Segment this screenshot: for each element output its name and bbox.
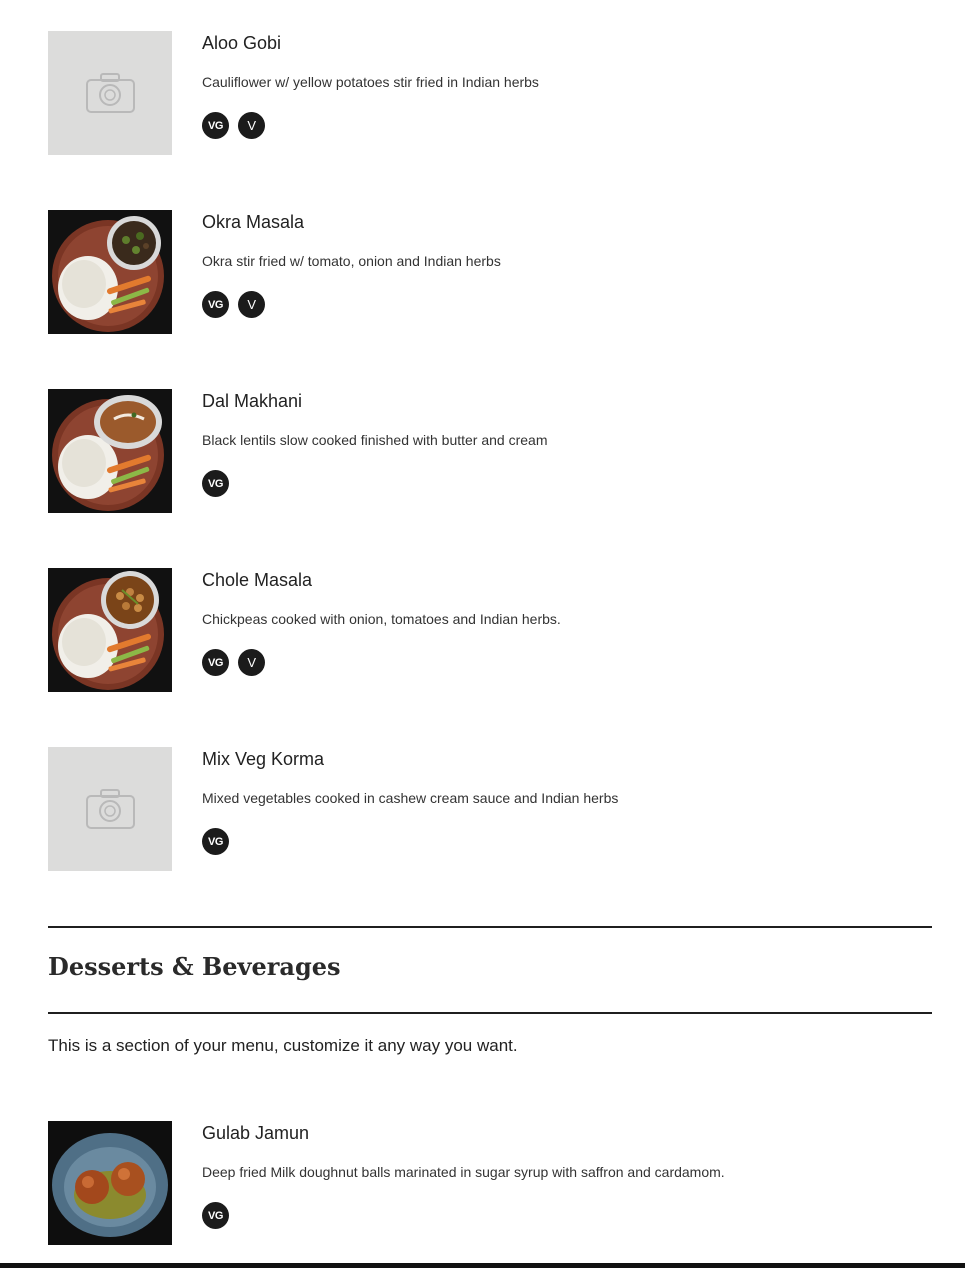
vegan-badge: VG <box>202 1202 229 1229</box>
okra-plate-photo <box>48 210 172 334</box>
badge-group <box>202 1202 229 1229</box>
item-name: Chole Masala <box>202 570 313 590</box>
dal-plate-photo <box>48 389 172 513</box>
item-name: Mix Veg Korma <box>202 749 325 769</box>
placeholder-camera-icon <box>48 31 172 155</box>
section-description: This is a section of your menu, customize it any way you want. <box>48 1036 518 1055</box>
section-divider-top <box>48 926 932 928</box>
menu-item-chole-masala[interactable] <box>48 568 932 692</box>
vegan-badge: VG <box>202 470 229 497</box>
vegan-badge: VG <box>202 112 229 139</box>
badge-group <box>202 470 229 497</box>
badge-group <box>202 291 265 318</box>
item-description: Mixed vegetables cooked in cashew cream sauce and Indian herbs <box>202 790 619 806</box>
item-name: Gulab Jamun <box>202 1123 310 1143</box>
gulab-jamun-photo <box>48 1121 172 1245</box>
item-name: Dal Makhani <box>202 391 303 411</box>
vegan-badge: VG <box>202 291 229 318</box>
item-description: Cauliflower w/ yellow potatoes stir fried in Indian herbs <box>202 74 539 90</box>
badge-group <box>202 828 229 855</box>
item-description: Deep fried Milk doughnut balls marinated in sugar syrup with saffron and cardamom. <box>202 1164 725 1180</box>
chole-plate-photo <box>48 568 172 692</box>
section-divider-bottom <box>48 1012 932 1014</box>
menu-item-okra-masala[interactable] <box>48 210 932 334</box>
item-description: Okra stir fried w/ tomato, onion and Indian herbs <box>202 253 501 269</box>
menu-item-gulab-jamun[interactable] <box>48 1121 932 1245</box>
bottom-edge-bar <box>0 1263 965 1268</box>
item-name: Okra Masala <box>202 212 305 232</box>
vegan-badge: VG <box>202 828 229 855</box>
menu-item-aloo-gobi[interactable] <box>48 31 932 155</box>
item-description: Black lentils slow cooked finished with butter and cream <box>202 432 548 448</box>
menu-item-mix-veg-korma[interactable] <box>48 747 932 871</box>
vegetarian-badge: V <box>238 649 265 676</box>
vegetarian-badge: V <box>238 291 265 318</box>
placeholder-camera-icon <box>48 747 172 871</box>
vegetarian-badge: V <box>238 112 265 139</box>
badge-group <box>202 649 265 676</box>
section-title: Desserts & Beverages <box>48 952 341 981</box>
item-description: Chickpeas cooked with onion, tomatoes and Indian herbs. <box>202 611 561 627</box>
item-name: Aloo Gobi <box>202 33 282 53</box>
menu-item-dal-makhani[interactable] <box>48 389 932 513</box>
badge-group <box>202 112 265 139</box>
vegan-badge: VG <box>202 649 229 676</box>
